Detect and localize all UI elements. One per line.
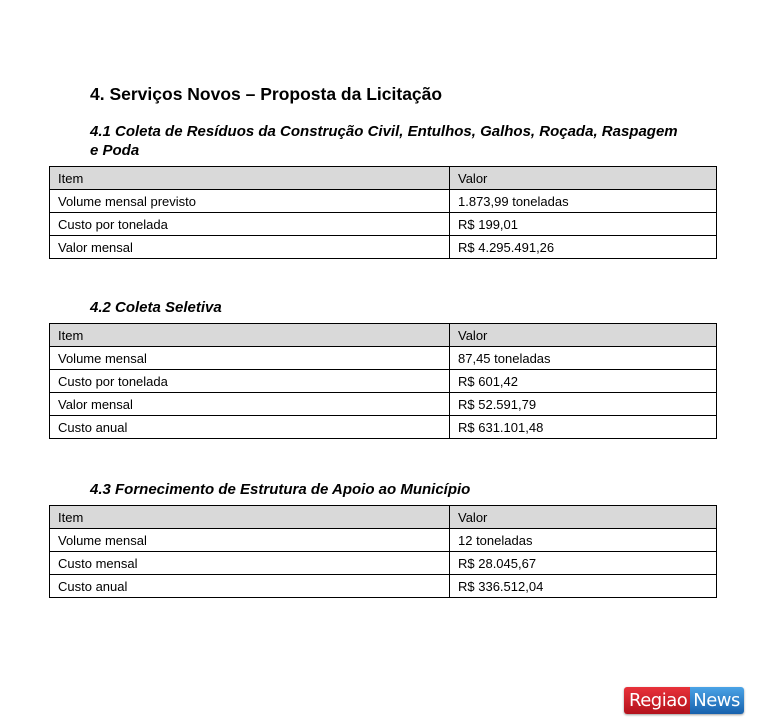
cell-valor: R$ 336.512,04 <box>450 575 717 598</box>
table-row <box>50 552 717 575</box>
table-estrutura-apoio <box>49 505 717 598</box>
logo-text-regiao: Regiao <box>624 687 690 714</box>
section-title-4-3: 4.3 Fornecimento de Estrutura de Apoio ao Município <box>90 481 471 498</box>
cell-valor: R$ 199,01 <box>450 213 717 236</box>
table-header-row <box>50 506 717 529</box>
table-row <box>50 190 717 213</box>
cell-item: Custo por tonelada <box>50 213 450 236</box>
cell-item: Custo por tonelada <box>50 370 450 393</box>
cell-item: Custo mensal <box>50 552 450 575</box>
cell-item: Volume mensal <box>50 347 450 370</box>
table-row <box>50 213 717 236</box>
column-header-valor: Valor <box>450 324 717 347</box>
cell-valor: 1.873,99 toneladas <box>450 190 717 213</box>
table-coleta-residuos <box>49 166 717 259</box>
table-row <box>50 347 717 370</box>
cell-item: Custo anual <box>50 575 450 598</box>
cell-valor: R$ 4.295.491,26 <box>450 236 717 259</box>
table-row <box>50 236 717 259</box>
section-title-4-2: 4.2 Coleta Seletiva <box>90 299 222 316</box>
table-coleta-seletiva <box>49 323 717 439</box>
table-row <box>50 529 717 552</box>
cell-item: Volume mensal previsto <box>50 190 450 213</box>
table-row <box>50 575 717 598</box>
table-header-row <box>50 167 717 190</box>
table-row <box>50 416 717 439</box>
table-row <box>50 393 717 416</box>
table-row <box>50 370 717 393</box>
cell-item: Volume mensal <box>50 529 450 552</box>
regiao-news-logo <box>624 687 744 714</box>
cell-item: Valor mensal <box>50 393 450 416</box>
cell-valor: R$ 601,42 <box>450 370 717 393</box>
cell-item: Valor mensal <box>50 236 450 259</box>
cell-valor: 12 toneladas <box>450 529 717 552</box>
column-header-valor: Valor <box>450 167 717 190</box>
column-header-item: Item <box>50 324 450 347</box>
section-title-4-1: 4.1 Coleta de Resíduos da Construção Civil, Entulhos, Galhos, Roçada, Raspagem e Poda <box>90 123 678 159</box>
cell-valor: R$ 28.045,67 <box>450 552 717 575</box>
table-header-row <box>50 324 717 347</box>
document-title: 4. Serviços Novos – Proposta da Licitação <box>90 84 443 104</box>
cell-item: Custo anual <box>50 416 450 439</box>
cell-valor: R$ 52.591,79 <box>450 393 717 416</box>
cell-valor: 87,45 toneladas <box>450 347 717 370</box>
column-header-valor: Valor <box>450 506 717 529</box>
column-header-item: Item <box>50 506 450 529</box>
column-header-item: Item <box>50 167 450 190</box>
cell-valor: R$ 631.101,48 <box>450 416 717 439</box>
logo-text-news: News <box>690 687 744 714</box>
